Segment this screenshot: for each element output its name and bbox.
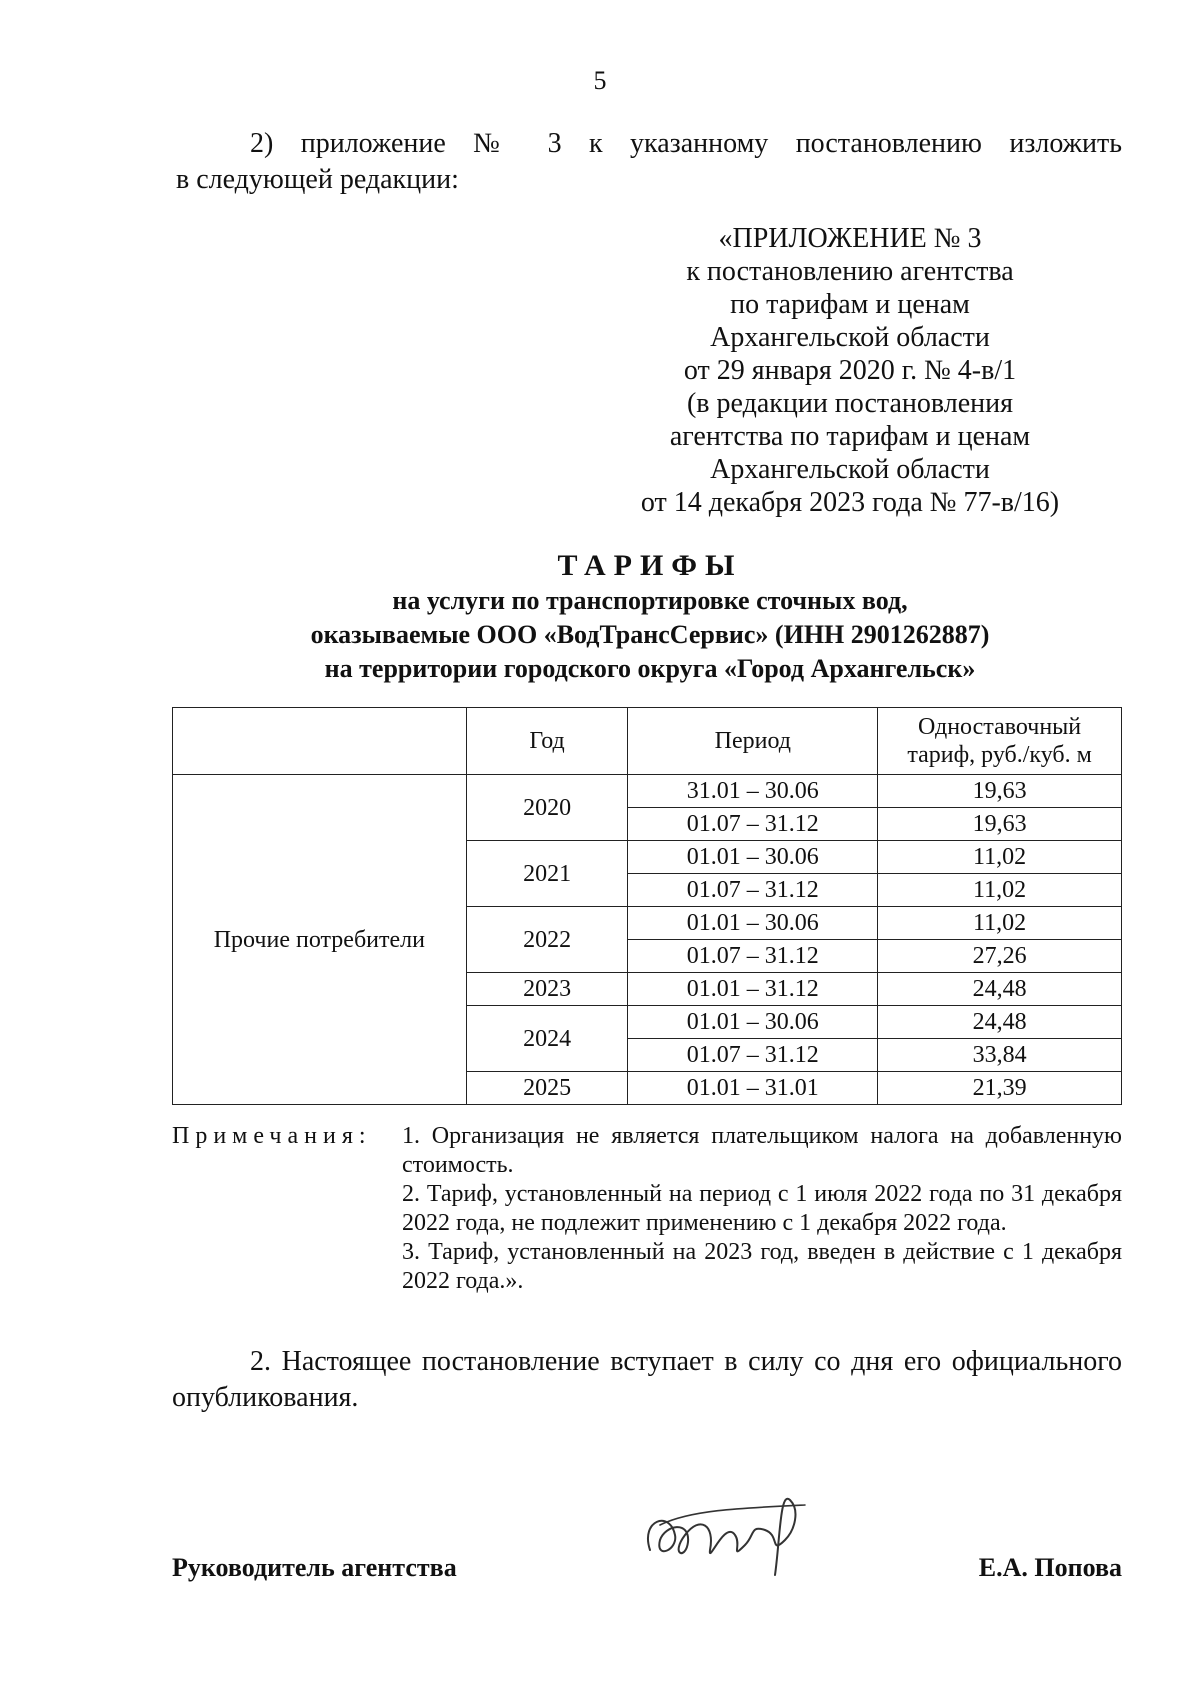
- title-block: [200, 548, 1100, 686]
- year-cell: 2023: [466, 973, 628, 1006]
- header-blank-cell: [173, 708, 467, 775]
- period-cell: 01.07 – 31.12: [628, 808, 878, 841]
- category-cell: Прочие потребители: [173, 775, 467, 1105]
- header-tariff-line: тариф, руб./куб. м: [907, 742, 1092, 768]
- year-cell: 2025: [466, 1072, 628, 1105]
- signatory-title: Руководитель агентства: [172, 1553, 457, 1582]
- tariff-cell: 24,48: [878, 1006, 1122, 1039]
- period-cell: 01.07 – 31.12: [628, 940, 878, 973]
- year-cell: 2024: [466, 1006, 628, 1072]
- appendix-header-line: по тарифам и ценам: [730, 289, 970, 320]
- note-item: 3. Тариф, установленный на 2023 год, введен в действие с 1 декабря 2022 года.».: [402, 1239, 1122, 1294]
- tariff-cell: 11,02: [878, 841, 1122, 874]
- period-cell: 01.01 – 30.06: [628, 907, 878, 940]
- header-tariff-line: Одноставочный: [917, 714, 1082, 740]
- table-row: [173, 775, 1122, 808]
- page-number: 5: [593, 66, 607, 95]
- note-item: 1. Организация не является плательщиком налога на добавленную стоимость.: [402, 1123, 1122, 1178]
- signatory-name: Е.А. Попова: [978, 1553, 1122, 1582]
- tariff-table: [172, 707, 1122, 1105]
- appendix-header-line: «ПРИЛОЖЕНИЕ № 3: [718, 223, 982, 254]
- appendix-header: [610, 222, 1090, 519]
- header-tariff: [878, 708, 1122, 775]
- appendix-header-line: Архангельской области: [710, 454, 990, 485]
- notes-list: [402, 1122, 1122, 1296]
- subtitle-line: оказываемые ООО «ВодТрансСервис» (ИНН 2901262887): [310, 620, 990, 649]
- tariff-cell: 19,63: [878, 775, 1122, 808]
- period-cell: 01.01 – 30.06: [628, 841, 878, 874]
- header-period: Период: [628, 708, 878, 775]
- year-cell: 2020: [466, 775, 628, 841]
- period-cell: 31.01 – 30.06: [628, 775, 878, 808]
- appendix-header-line: агентства по тарифам и ценам: [669, 421, 1031, 452]
- tariff-cell: 33,84: [878, 1039, 1122, 1072]
- tariff-cell: 24,48: [878, 973, 1122, 1006]
- effect-paragraph: 2. Настоящее постановление вступает в силу со дня его официального опубликования.: [172, 1346, 1122, 1413]
- period-cell: 01.01 – 31.01: [628, 1072, 878, 1105]
- tariff-cell: 11,02: [878, 907, 1122, 940]
- note-item: 2. Тариф, установленный на период с 1 июля 2022 года по 31 декабря 2022 года, не подлежит применению с 1 декабря 2022 года.: [402, 1181, 1122, 1236]
- amendment-paragraph: [176, 126, 1122, 198]
- amendment-line-1: 2) приложение № 3 к указанному постановлению изложить: [250, 128, 1122, 159]
- amendment-line-2: в следующей редакции:: [176, 164, 459, 195]
- appendix-header-line: (в редакции постановления: [686, 388, 1014, 419]
- subtitle-line: на территории городского округа «Город Архангельск»: [324, 654, 976, 683]
- subtitle-line: на услуги по транспортировке сточных вод,: [392, 586, 908, 615]
- period-cell: 01.07 – 31.12: [628, 874, 878, 907]
- appendix-header-line: Архангельской области: [710, 322, 990, 353]
- table-header-row: [173, 708, 1122, 775]
- period-cell: 01.01 – 31.12: [628, 973, 878, 1006]
- tariff-cell: 21,39: [878, 1072, 1122, 1105]
- appendix-header-line: от 29 января 2020 г. № 4-в/1: [683, 355, 1017, 386]
- period-cell: 01.07 – 31.12: [628, 1039, 878, 1072]
- year-cell: 2022: [466, 907, 628, 973]
- header-year: Год: [466, 708, 628, 775]
- tariff-cell: 27,26: [878, 940, 1122, 973]
- appendix-header-line: к постановлению агентства: [686, 256, 1014, 287]
- signature-block: [172, 1553, 1122, 1593]
- year-cell: 2021: [466, 841, 628, 907]
- tariff-cell: 19,63: [878, 808, 1122, 841]
- tariff-cell: 11,02: [878, 874, 1122, 907]
- document-title: ТАРИФЫ: [557, 549, 743, 582]
- notes-label: Примечания:: [172, 1123, 372, 1149]
- appendix-header-line: от 14 декабря 2023 года № 77-в/16): [640, 487, 1060, 518]
- period-cell: 01.01 – 30.06: [628, 1006, 878, 1039]
